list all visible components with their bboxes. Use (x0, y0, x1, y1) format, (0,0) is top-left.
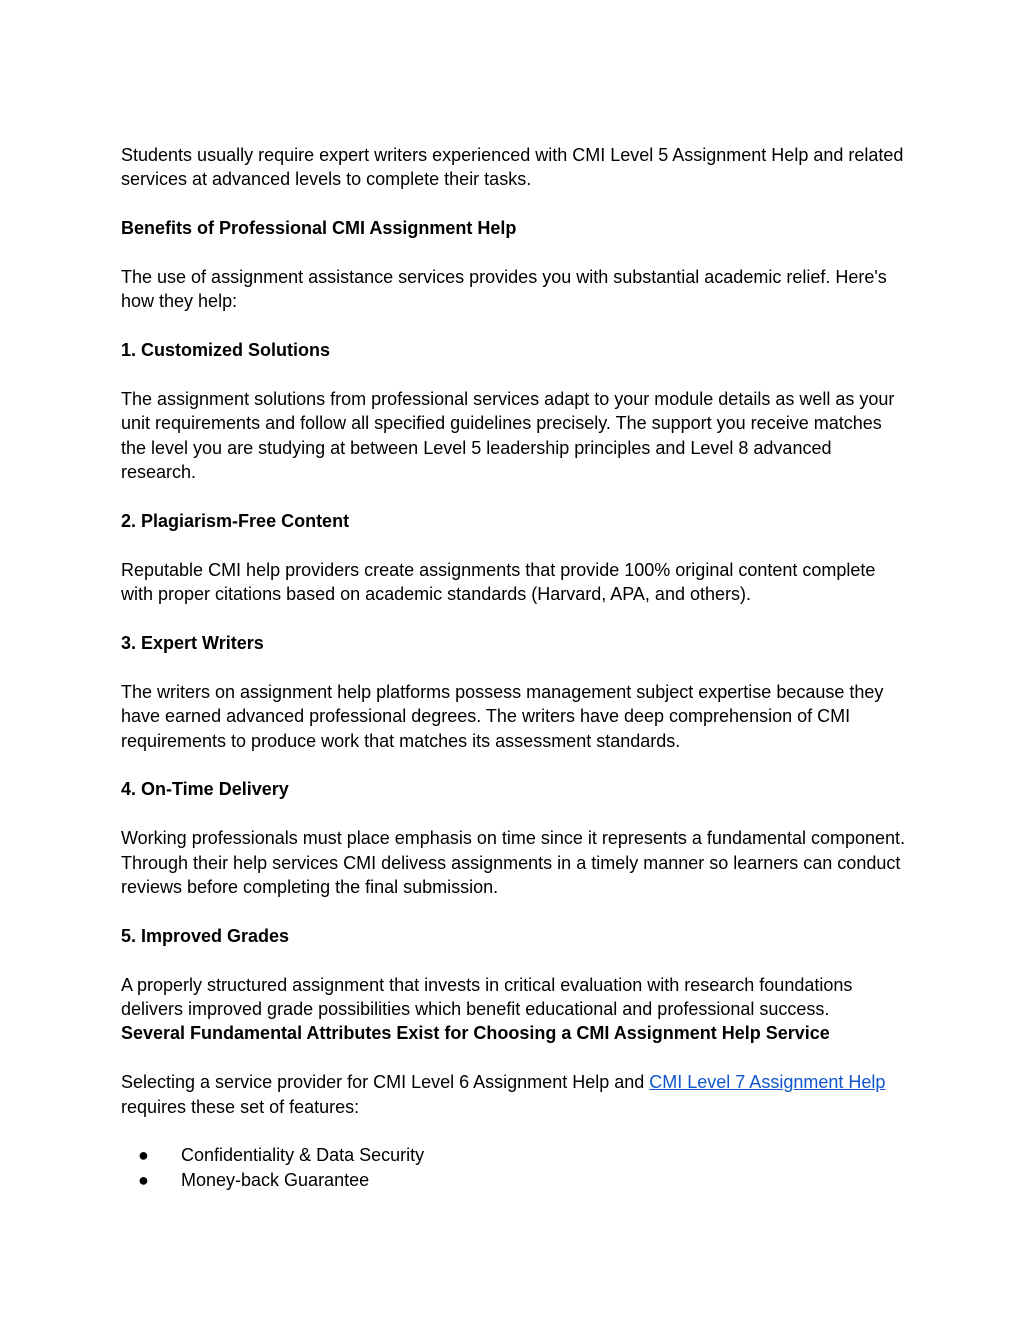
attributes-intro-before: Selecting a service provider for CMI Level 6 Assignment Help and (121, 1072, 650, 1093)
cmi-level-7-link[interactable]: CMI Level 7 Assignment Help (649, 1072, 886, 1093)
intro-paragraph: Students usually require expert writers experienced with CMI Level 5 Assignment Help and related services at advanced levels to complete their tasks. (121, 145, 904, 190)
benefit-body-improved-grades: A properly structured assignment that invests in critical evaluation with research foundations delivers improved grade possibilities which benefit educational and professional success. (121, 974, 853, 1020)
list-item (121, 1143, 911, 1167)
benefit-body-plagiarism-free: Reputable CMI help providers create assignments that provide 100% original content complete with proper citations based on academic standards (Harvard, APA, and others). (121, 559, 876, 605)
bullet-icon: ● (138, 1169, 149, 1190)
list-item-text: Confidentiality & Data Security (181, 1145, 425, 1166)
attributes-intro-after: requires these set of features: (121, 1096, 360, 1117)
document-body (121, 143, 911, 1192)
benefit-title-customized-solutions: 1. Customized Solutions (121, 340, 331, 361)
benefit-title-on-time-delivery: 4. On-Time Delivery (121, 779, 289, 800)
bullet-icon: ● (138, 1145, 149, 1166)
benefit-body-expert-writers: The writers on assignment help platforms possess management subject expertise because they have earned advanced professional degrees. The writers have deep comprehension of CMI requirements to produce work that matches its assessment standards. (121, 681, 884, 751)
benefit-title-expert-writers: 3. Expert Writers (121, 633, 264, 654)
benefits-heading: Benefits of Professional CMI Assignment Help (121, 218, 517, 239)
list-item (121, 1168, 911, 1192)
benefit-title-plagiarism-free: 2. Plagiarism-Free Content (121, 511, 350, 532)
list-item-text: Money-back Guarantee (181, 1169, 370, 1190)
benefit-title-improved-grades: 5. Improved Grades (121, 925, 290, 946)
attributes-intro-paragraph (121, 1070, 911, 1119)
features-bullet-list (121, 1143, 911, 1192)
benefits-intro-paragraph: The use of assignment assistance services provides you with substantial academic relief. Here's how they help: (121, 267, 887, 312)
attributes-heading: Several Fundamental Attributes Exist for Choosing a CMI Assignment Help Service (121, 1023, 830, 1044)
benefit-body-on-time-delivery: Working professionals must place emphasis on time since it represents a fundamental component. Through their help services CMI delivess assignments in a timely manner so learners can conduct reviews before completing the final submission. (121, 828, 906, 898)
benefit-body-customized-solutions: The assignment solutions from professional services adapt to your module details as well as your unit requirements and follow all specified guidelines precisely. The support you receive matches the level you are studying at between Level 5 leadership principles and Level 8 advanced research. (121, 389, 895, 483)
